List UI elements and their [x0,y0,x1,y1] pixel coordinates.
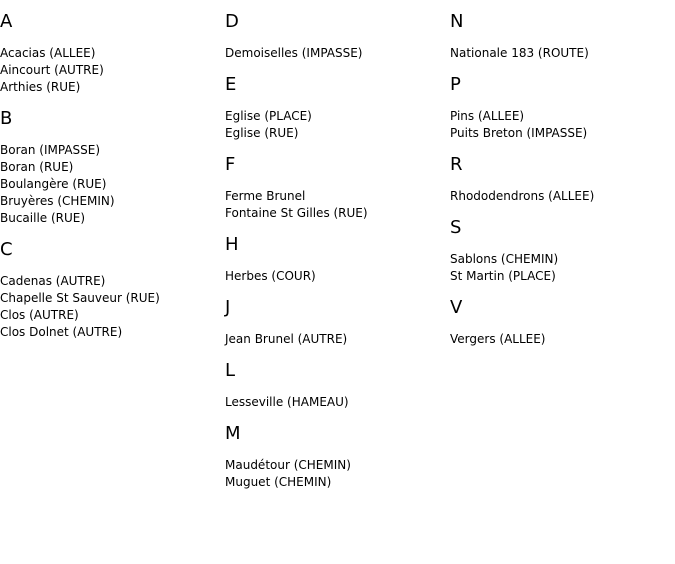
letter-group [225,11,445,62]
letter-group [450,11,670,62]
letter-group [0,11,220,96]
street-list-item [450,125,670,142]
street-link[interactable]: Bucaille (RUE) [0,211,86,225]
street-list-item [0,290,220,307]
street-link[interactable]: Aincourt (AUTRE) [0,63,104,77]
street-list-item [450,268,670,285]
street-link[interactable]: Arthies (RUE) [0,80,81,94]
letter-heading: M [225,423,241,444]
street-list-item [0,324,220,341]
street-list [225,331,445,348]
letter-heading: A [0,11,13,32]
street-list-item [0,62,220,79]
letter-heading: B [0,108,13,129]
street-index-column [225,11,445,503]
street-list-item [225,474,445,491]
street-list-item [450,251,670,268]
letter-group [450,217,670,285]
letter-heading: J [225,297,231,318]
letter-heading: D [225,11,239,32]
street-list-item [450,331,670,348]
street-index-column [450,11,670,360]
street-list-item [225,125,445,142]
street-list [0,45,220,96]
letter-group [0,108,220,227]
street-list-item [0,176,220,193]
street-link[interactable]: Herbes (COUR) [225,269,316,283]
street-link[interactable]: Clos Dolnet (AUTRE) [0,325,123,339]
street-list-item [225,457,445,474]
street-link[interactable]: Puits Breton (IMPASSE) [450,126,588,140]
letter-heading: E [225,74,237,95]
street-list [225,45,445,62]
street-link[interactable]: Maudétour (CHEMIN) [225,458,351,472]
street-link[interactable]: Eglise (RUE) [225,126,299,140]
letter-group [225,423,445,491]
street-link[interactable]: Ferme Brunel [225,189,306,203]
street-list [225,268,445,285]
letter-group [225,74,445,142]
street-list-item [0,307,220,324]
letter-heading: R [450,154,463,175]
letter-group [225,360,445,411]
street-index-column [0,11,220,353]
street-link[interactable]: Sablons (CHEMIN) [450,252,559,266]
street-list [225,108,445,142]
street-list-item [225,331,445,348]
street-list-item [0,193,220,210]
street-list [0,273,220,341]
street-list-item [0,45,220,62]
street-link[interactable]: Acacias (ALLEE) [0,46,96,60]
letter-group [225,154,445,222]
street-list-item [450,108,670,125]
street-link[interactable]: Jean Brunel (AUTRE) [225,332,348,346]
letter-heading: C [0,239,13,260]
street-link[interactable]: Bruyères (CHEMIN) [0,194,115,208]
street-list [225,394,445,411]
street-link[interactable]: St Martin (PLACE) [450,269,556,283]
street-list [450,108,670,142]
street-link[interactable]: Fontaine St Gilles (RUE) [225,206,368,220]
street-list-item [450,45,670,62]
street-list [0,142,220,227]
street-link[interactable]: Boulangère (RUE) [0,177,107,191]
street-link[interactable]: Eglise (PLACE) [225,109,312,123]
street-list-item [225,205,445,222]
street-link[interactable]: Muguet (CHEMIN) [225,475,332,489]
street-list-item [225,108,445,125]
street-list-item [0,210,220,227]
street-link[interactable]: Boran (RUE) [0,160,74,174]
street-link[interactable]: Boran (IMPASSE) [0,143,101,157]
street-link[interactable]: Pins (ALLEE) [450,109,525,123]
letter-group [450,154,670,205]
street-link[interactable]: Nationale 183 (ROUTE) [450,46,589,60]
street-link[interactable]: Clos (AUTRE) [0,308,79,322]
letter-group [450,74,670,142]
street-list-item [0,79,220,96]
street-list-item [225,45,445,62]
street-list-item [225,188,445,205]
letter-group [225,297,445,348]
letter-heading: H [225,234,239,255]
street-link[interactable]: Demoiselles (IMPASSE) [225,46,363,60]
street-list [450,45,670,62]
street-list-item [450,188,670,205]
letter-group [450,297,670,348]
street-list-item [0,142,220,159]
street-list [225,457,445,491]
street-list-item [225,268,445,285]
letter-heading: L [225,360,236,381]
street-list [225,188,445,222]
letter-group [225,234,445,285]
street-list [450,331,670,348]
letter-heading: S [450,217,462,238]
street-list-item [0,159,220,176]
street-list-item [225,394,445,411]
letter-group [0,239,220,341]
street-link[interactable]: Lesseville (HAMEAU) [225,395,349,409]
street-link[interactable]: Rhododendrons (ALLEE) [450,189,595,203]
street-link[interactable]: Vergers (ALLEE) [450,332,546,346]
street-list-item [0,273,220,290]
letter-heading: V [450,297,463,318]
letter-heading: N [450,11,464,32]
letter-heading: F [225,154,236,175]
street-link[interactable]: Cadenas (AUTRE) [0,274,106,288]
street-link[interactable]: Chapelle St Sauveur (RUE) [0,291,160,305]
street-list [450,251,670,285]
street-list [450,188,670,205]
letter-heading: P [450,74,461,95]
